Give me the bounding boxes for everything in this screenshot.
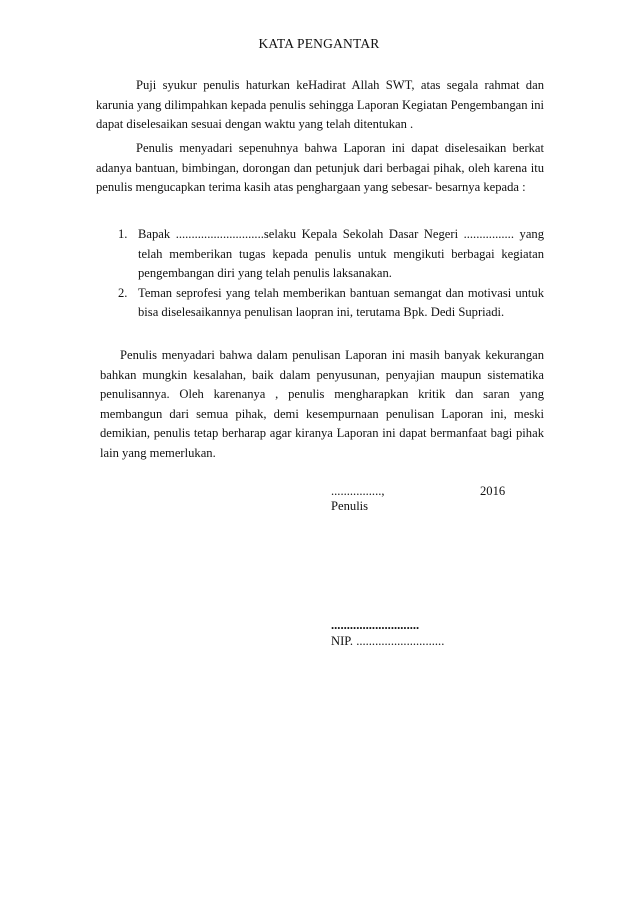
- list-item-text: Teman seprofesi yang telah memberikan bantuan semangat dan motivasi untuk bisa diselesaikannya penulisan laopran ini, terutama Bpk. Dedi Supriadi.: [138, 285, 544, 319]
- list-item-number: 1.: [118, 227, 128, 241]
- acknowledgement-list: [118, 225, 544, 323]
- signature-place: ................,: [331, 484, 385, 498]
- page-title: KATA PENGANTAR: [258, 36, 380, 51]
- signature-year: 2016: [480, 484, 506, 498]
- signature-nip: NIP. ............................: [331, 634, 445, 648]
- paragraph-opening: Puji syukur penulis haturkan keHadirat Allah SWT, atas segala rahmat dan karunia yang dilimpahkan kepada penulis sehingga Laporan Kegiatan Pengembangan ini dapat diselesaikan sesuai dengan waktu yang telah ditentukan .: [96, 78, 544, 131]
- paragraph-closing: Penulis menyadari bahwa dalam penulisan Laporan ini masih banyak kekurangan bahkan mungkin kesalahan, baik dalam penyusunan, penyajian maupun sistematika penulisannya. Oleh karenanya , penulis mengharapkan kritik dan saran yang membangun dari semua pihak, demi kesempurnaan penulisan Laporan ini, meski demikian, penulis tetap berharap agar kiranya Laporan ini dapat bermanfaat bagi pihak lain yang memerlukan.: [100, 348, 544, 460]
- list-item-number: 2.: [118, 285, 128, 300]
- signature-role: Penulis: [331, 499, 369, 513]
- list-item-text: Bapak ............................selaku Kepala Sekolah Dasar Negeri ................ yang telah memberikan tugas kepada penulis untuk mengikuti berbagai kegiatan pengembangan diri yang telah penulis laksanakan.: [138, 227, 544, 280]
- list-item: [118, 284, 544, 323]
- list-item: [118, 225, 544, 284]
- signature-name: ............................: [331, 618, 420, 632]
- paragraph-acknowledgement: Penulis menyadari sepenuhnya bahwa Laporan ini dapat diselesaikan berkat adanya bantuan, bimbingan, dorongan dan petunjuk dari berbagai pihak, oleh karena itu penulis mengucapkan terima kasih atas penghargaan yang sebesar- besarnya kepada :: [96, 141, 544, 194]
